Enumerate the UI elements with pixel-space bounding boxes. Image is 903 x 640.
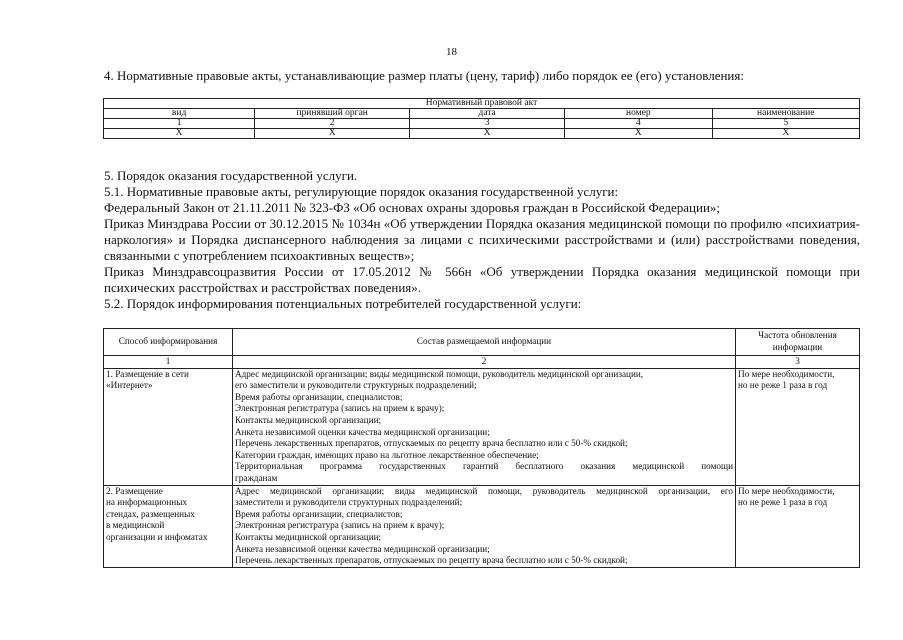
- frequency-line: По мере необходимости,: [738, 485, 835, 496]
- info-column-header: Способ информирования: [104, 329, 233, 356]
- page-number: 18: [446, 46, 457, 58]
- content-line: Адрес медицинской организации; виды медицинской помощи, руководитель медицинской организации, его: [235, 485, 733, 496]
- content-line: Анкета независимой оценки качества медицинской организации;: [235, 543, 490, 554]
- method-line: «Интернет»: [106, 380, 153, 391]
- content-line: заместители и руководители структурных подразделений;: [235, 497, 463, 508]
- column-header: наименование: [712, 109, 859, 119]
- info-column-number: 2: [233, 356, 736, 369]
- table-title-row: [104, 99, 860, 109]
- frequency-line: но не реже 1 раза в год: [738, 380, 828, 391]
- column-header-row: [104, 109, 860, 119]
- method-line: организации и инфоматах: [106, 531, 208, 542]
- column-header: вид: [104, 109, 255, 119]
- content-line: Анкета независимой оценки качества медицинской организации;: [235, 426, 490, 437]
- table-cell: Х: [565, 129, 712, 139]
- frequency-line: но не реже 1 раза в год: [738, 497, 828, 508]
- column-number: 3: [410, 119, 565, 129]
- table-row: [104, 368, 860, 485]
- subsection-5-1-heading: 5.1. Нормативные правовые акты, регулирующие порядок оказания государственной услуги:: [104, 184, 619, 199]
- subsection-5-2-heading: 5.2. Порядок информирования потенциальных потребителей государственной услуги:: [104, 296, 582, 311]
- content-line: Время работы организации, специалистов;: [235, 391, 403, 402]
- table-cell: Х: [712, 129, 859, 139]
- column-number: 5: [712, 119, 859, 129]
- column-number: 1: [104, 119, 255, 129]
- column-header: дата: [410, 109, 565, 119]
- table-cell: Х: [410, 129, 565, 139]
- info-frequency-cell: [736, 485, 860, 567]
- method-line: на информационных: [106, 497, 187, 508]
- info-content-cell: [233, 485, 736, 567]
- column-number: 4: [565, 119, 712, 129]
- info-column-number: 3: [736, 356, 860, 369]
- info-column-number: 1: [104, 356, 233, 369]
- content-line: Контакты медицинской организации;: [235, 531, 382, 542]
- section-5: [104, 168, 860, 312]
- table-cell: Х: [255, 129, 410, 139]
- content-line: Электронная регистратура (запись на прием к врачу);: [235, 403, 445, 414]
- table-row: [104, 485, 860, 567]
- column-number-row: [104, 119, 860, 129]
- column-header: принявший орган: [255, 109, 410, 119]
- content-line: Категории граждан, имеющих право на льготное лекарственное обеспечение;: [235, 449, 539, 460]
- legal-act-item: Приказ Минздравсоцразвития России от 17.05.2012 № 566н «Об утверждении Порядка оказания медицинской помощи при психических расстройствах и расстройствах поведения».: [104, 264, 860, 295]
- content-line: Контакты медицинской организации;: [235, 414, 382, 425]
- table-title: Нормативный правовой акт: [104, 99, 860, 109]
- content-line: Территориальная программа государственных гарантий бесплатного оказания медицинской помощи: [235, 461, 733, 472]
- table-row: [104, 129, 860, 139]
- content-line: Перечень лекарственных препаратов, отпускаемых по рецепту врача бесплатно или с 50-% скидкой;: [235, 555, 628, 566]
- column-number: 2: [255, 119, 410, 129]
- method-line: стендах, размещенных: [106, 508, 195, 519]
- method-line: 1. Размещение в сети: [106, 368, 189, 379]
- info-method-cell: [104, 368, 233, 485]
- informing-table: [103, 328, 860, 568]
- info-method-cell: [104, 485, 233, 567]
- section-5-heading: 5. Порядок оказания государственной услуги.: [104, 168, 358, 183]
- legal-acts-table: [103, 98, 860, 139]
- content-line: Адрес медицинской организации; виды медицинской помощи, руководитель медицинской организации,: [235, 368, 644, 379]
- content-line: его заместители и руководители структурных подразделений;: [235, 380, 477, 391]
- info-column-header: Частота обновления информации: [736, 329, 860, 356]
- section-4-heading: 4. Нормативные правовые акты, устанавливающие размер платы (цену, тариф) либо порядок ее (его) установления:: [104, 68, 744, 83]
- legal-act-item: Федеральный Закон от 21.11.2011 № 323-ФЗ «Об основах охраны здоровья граждан в Российской Федерации»;: [104, 200, 721, 215]
- legal-act-item: Приказ Минздрава России от 30.12.2015 № 1034н «Об утверждении Порядка оказания медицинской помощи по профилю «психиатрия-наркология» и Порядка диспансерного наблюдения за лицами с психическими расстройствами и (или) расстройствами поведения, связанными с употреблением психоактивных веществ»;: [104, 216, 860, 263]
- column-header: номер: [565, 109, 712, 119]
- info-number-row: [104, 356, 860, 369]
- info-content-cell: [233, 368, 736, 485]
- content-line: гражданам: [235, 472, 278, 483]
- content-line: Электронная регистратура (запись на прием к врачу);: [235, 520, 445, 531]
- table-cell: Х: [104, 129, 255, 139]
- info-column-header: Состав размещаемой информации: [233, 329, 736, 356]
- content-line: Перечень лекарственных препаратов, отпускаемых по рецепту врача бесплатно или с 50-% скидкой;: [235, 438, 628, 449]
- info-frequency-cell: [736, 368, 860, 485]
- method-line: 2. Размещение: [106, 485, 163, 496]
- info-header-row: [104, 329, 860, 356]
- frequency-line: По мере необходимости,: [738, 368, 835, 379]
- method-line: в медицинской: [106, 520, 165, 531]
- content-line: Время работы организации, специалистов;: [235, 508, 403, 519]
